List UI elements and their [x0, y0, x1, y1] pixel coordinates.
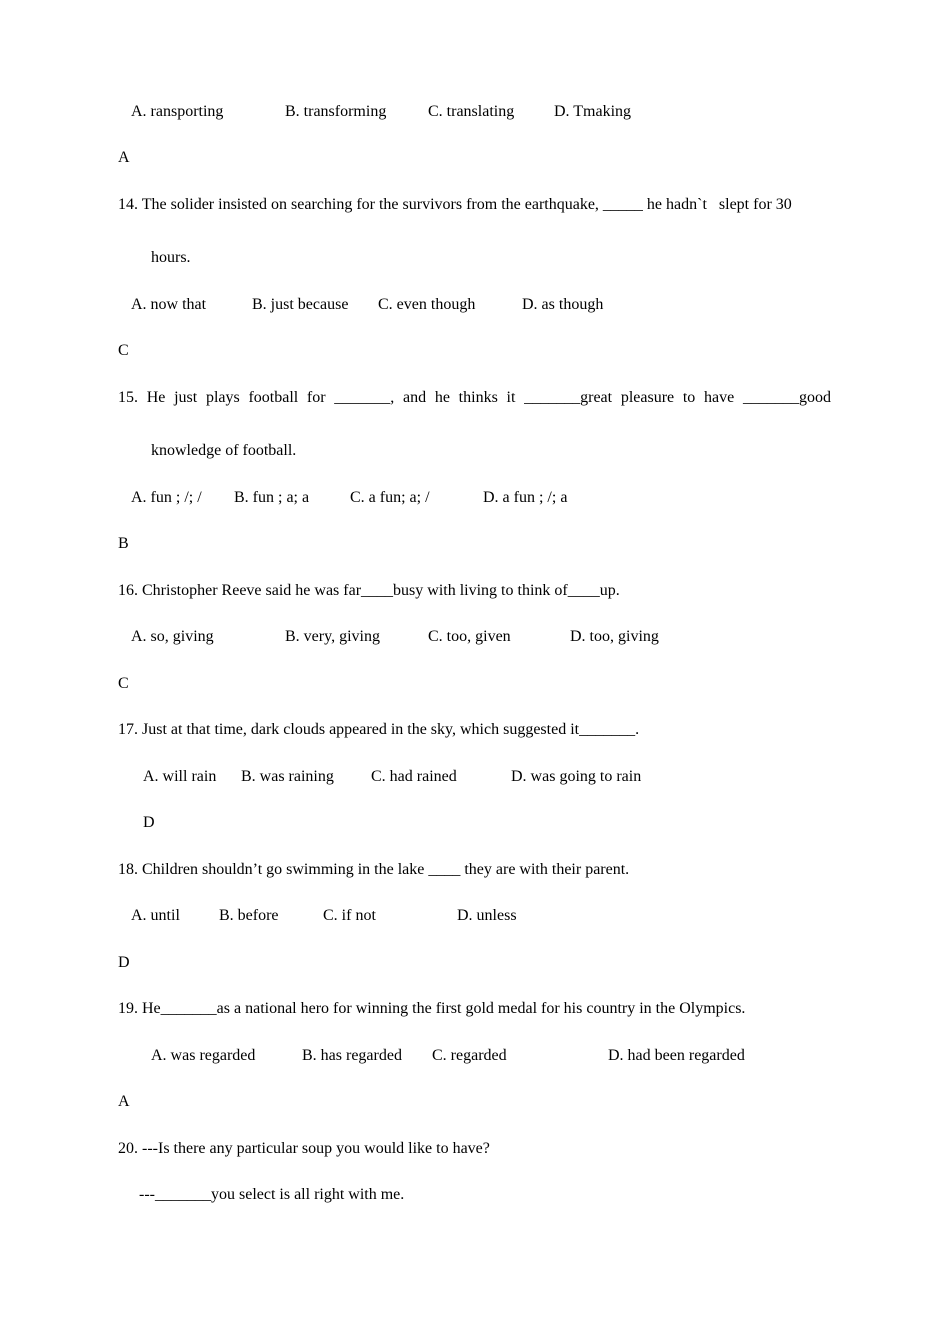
q16-option-d: D. too, giving: [570, 628, 659, 645]
q15-option-c: C. a fun; a; /: [350, 489, 430, 506]
q15-option-d: D. a fun ; /; a: [483, 489, 568, 506]
q14-option-b: B. just because: [252, 296, 349, 313]
q16-stem: 16. Christopher Reeve said he was far____busy with living to think of____up.: [118, 582, 620, 599]
q15-word: plays: [205, 389, 240, 406]
q16-option-a: A. so, giving: [131, 628, 214, 645]
q15-word: _______great: [524, 389, 613, 406]
q19-stem: 19. He_______as a national hero for winning the first gold medal for his country in the Olympics.: [118, 1000, 746, 1017]
q20-reply: ---_______you select is all right with me.: [139, 1186, 405, 1203]
q13-option-b: B. transforming: [285, 103, 387, 120]
q18-stem: 18. Children shouldn’t go swimming in the lake ____ they are with their parent.: [118, 861, 630, 878]
q17-answer: D: [143, 814, 155, 831]
q17-option-d: D. was going to rain: [511, 768, 642, 785]
q16-option-b: B. very, giving: [285, 628, 380, 645]
q19-option-d: D. had been regarded: [608, 1047, 745, 1064]
q14-stem-line1: 14. The solider insisted on searching for the survivors from the earthquake, _____ he hadn`t slept for 30: [118, 196, 792, 213]
q15-option-a: A. fun ; /; /: [131, 489, 202, 506]
q15-word: pleasure: [620, 389, 675, 406]
q15-word: and: [403, 389, 427, 406]
q20-stem: 20. ---Is there any particular soup you would like to have?: [118, 1140, 490, 1157]
q13-answer: A: [118, 149, 130, 166]
q16-answer: C: [118, 675, 129, 692]
q19-option-c: C. regarded: [432, 1047, 507, 1064]
q18-option-c: C. if not: [323, 907, 376, 924]
q14-option-a: A. now that: [131, 296, 207, 313]
q15-word: 15.: [118, 389, 138, 406]
q19-option-b: B. has regarded: [302, 1047, 402, 1064]
q18-option-b: B. before: [219, 907, 279, 924]
q13-option-d: D. Tmaking: [554, 103, 632, 120]
q15-word: _______good: [742, 389, 831, 406]
q13-option-a: A. ransporting: [131, 103, 224, 120]
q18-option-a: A. until: [131, 907, 180, 924]
q15-word: football: [248, 389, 299, 406]
q15-word: He: [146, 389, 166, 406]
q17-option-b: B. was raining: [241, 768, 334, 785]
q17-stem: 17. Just at that time, dark clouds appeared in the sky, which suggested it_______.: [118, 721, 640, 738]
q14-stem-line2: hours.: [151, 249, 191, 266]
q13-option-c: C. translating: [428, 103, 515, 120]
q16-option-c: C. too, given: [428, 628, 511, 645]
q14-option-c: C. even though: [378, 296, 476, 313]
q15-word: thinks: [458, 389, 498, 406]
q18-option-d: D. unless: [457, 907, 517, 924]
q19-answer: A: [118, 1093, 130, 1110]
q15-word: have: [704, 389, 735, 406]
q15-word: for: [306, 389, 326, 406]
q14-answer: C: [118, 342, 129, 359]
q17-option-a: A. will rain: [143, 768, 217, 785]
q15-word: he: [434, 389, 450, 406]
q15-answer: B: [118, 535, 129, 552]
q14-option-d: D. as though: [522, 296, 604, 313]
q15-word: just: [174, 389, 198, 406]
q17-option-c: C. had rained: [371, 768, 457, 785]
q19-option-a: A. was regarded: [151, 1047, 256, 1064]
q15-word: to: [682, 389, 696, 406]
q15-word: it: [506, 389, 516, 406]
q18-answer: D: [118, 954, 130, 971]
q15-option-b: B. fun ; a; a: [234, 489, 310, 506]
q15-word: _______,: [334, 389, 395, 406]
q15-stem-line1: [118, 388, 831, 408]
q15-stem-line2: knowledge of football.: [151, 442, 297, 459]
